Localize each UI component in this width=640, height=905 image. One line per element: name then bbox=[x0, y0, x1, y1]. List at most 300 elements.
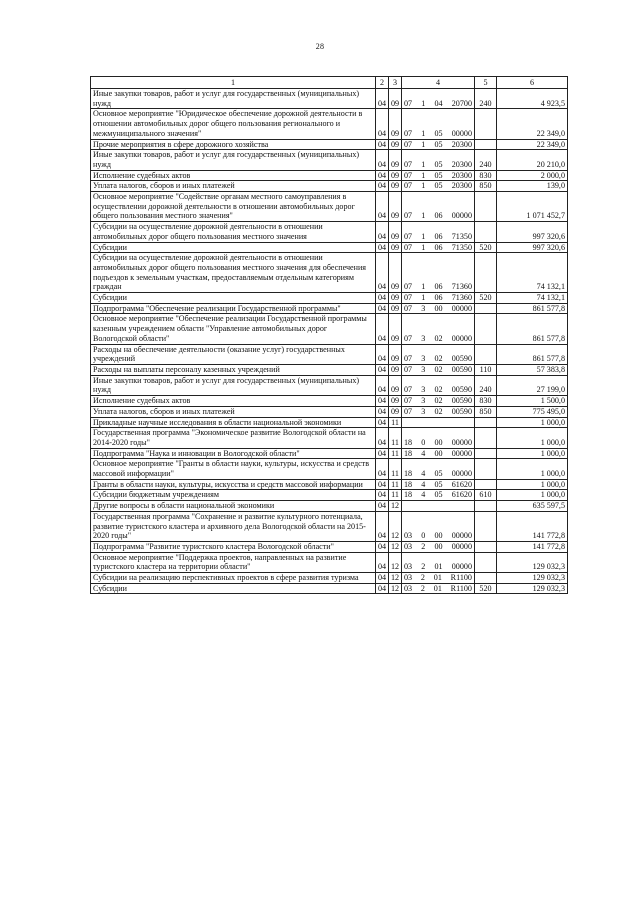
code-part: 00000 bbox=[451, 303, 472, 313]
code-part: 1 bbox=[421, 139, 426, 149]
row-expense-type bbox=[475, 501, 497, 512]
code-part: 05 bbox=[434, 490, 443, 500]
target-article-code bbox=[404, 542, 472, 552]
row-target-article bbox=[402, 428, 475, 448]
row-name: Иные закупки товаров, работ и услуг для государственных (муниципальных) нужд bbox=[91, 150, 376, 170]
row-subsection: 12 bbox=[389, 583, 402, 594]
target-article-code bbox=[404, 282, 472, 292]
row-expense-type: 520 bbox=[475, 242, 497, 253]
row-name: Основное мероприятие "Гранты в области науки, культуры, искусства и средств массовой информации" bbox=[91, 459, 376, 479]
row-expense-type bbox=[475, 303, 497, 314]
row-expense-type: 110 bbox=[475, 364, 497, 375]
row-expense-type bbox=[475, 428, 497, 448]
target-article-code bbox=[404, 99, 472, 109]
row-target-article bbox=[402, 344, 475, 364]
row-section: 04 bbox=[376, 303, 389, 314]
target-article-code bbox=[404, 160, 472, 170]
target-article-code bbox=[404, 490, 472, 500]
row-target-article bbox=[402, 170, 475, 181]
target-article-code bbox=[404, 129, 472, 139]
row-name: Расходы на выплаты персоналу казенных учреждений bbox=[91, 364, 376, 375]
row-amount: 139,0 bbox=[497, 181, 568, 192]
code-part: 1 bbox=[421, 181, 426, 191]
target-article-code bbox=[404, 438, 472, 448]
row-amount: 129 032,3 bbox=[497, 583, 568, 594]
code-part: 06 bbox=[434, 282, 443, 292]
target-article-code bbox=[404, 584, 472, 594]
row-subsection: 09 bbox=[389, 364, 402, 375]
target-article-code bbox=[404, 211, 472, 221]
row-expense-type bbox=[475, 448, 497, 459]
row-name: Субсидии бюджетным учреждениям bbox=[91, 490, 376, 501]
code-part: 07 bbox=[404, 385, 413, 395]
row-name: Государственная программа "Экономическое развитие Вологодской области на 2014-2020 годы" bbox=[91, 428, 376, 448]
row-section: 04 bbox=[376, 375, 389, 395]
row-expense-type: 850 bbox=[475, 406, 497, 417]
row-target-article bbox=[402, 303, 475, 314]
table-row bbox=[91, 181, 568, 192]
table-row bbox=[91, 428, 568, 448]
code-part: 07 bbox=[404, 98, 413, 108]
code-part: 00 bbox=[434, 437, 443, 447]
row-subsection: 12 bbox=[389, 501, 402, 512]
target-article-code bbox=[404, 573, 472, 583]
row-subsection: 09 bbox=[389, 314, 402, 344]
row-target-article bbox=[402, 583, 475, 594]
code-part: 05 bbox=[434, 159, 443, 169]
code-part: 20300 bbox=[451, 159, 472, 169]
row-amount: 635 597,5 bbox=[497, 501, 568, 512]
row-subsection: 12 bbox=[389, 573, 402, 584]
row-target-article bbox=[402, 552, 475, 572]
code-part: 4 bbox=[421, 469, 426, 479]
target-article-code bbox=[404, 232, 472, 242]
row-name: Подпрограмма "Развитие туристского кластера Вологодской области" bbox=[91, 541, 376, 552]
row-section: 04 bbox=[376, 490, 389, 501]
row-section: 04 bbox=[376, 150, 389, 170]
row-name: Подпрограмма "Наука и инновации в Вологодской области" bbox=[91, 448, 376, 459]
row-subsection: 09 bbox=[389, 222, 402, 242]
row-subsection: 09 bbox=[389, 303, 402, 314]
code-part: 3 bbox=[421, 333, 426, 343]
code-part: 01 bbox=[433, 583, 442, 593]
row-amount: 22 349,0 bbox=[497, 109, 568, 139]
row-amount: 1 000,0 bbox=[497, 479, 568, 490]
table-row bbox=[91, 375, 568, 395]
row-amount: 1 000,0 bbox=[497, 490, 568, 501]
row-expense-type bbox=[475, 552, 497, 572]
row-name: Субсидии bbox=[91, 583, 376, 594]
code-part: 00 bbox=[434, 531, 443, 541]
row-target-article bbox=[402, 541, 475, 552]
code-part: 4 bbox=[421, 479, 426, 489]
row-name: Субсидии на реализацию перспективных проектов в сфере развития туризма bbox=[91, 573, 376, 584]
code-part: 03 bbox=[404, 573, 413, 583]
code-part: 00000 bbox=[451, 562, 472, 572]
code-part: 07 bbox=[404, 406, 413, 416]
code-part: 07 bbox=[404, 396, 413, 406]
code-part: 1 bbox=[421, 170, 426, 180]
row-expense-type bbox=[475, 511, 497, 541]
row-amount: 861 577,8 bbox=[497, 344, 568, 364]
row-name: Субсидии bbox=[91, 293, 376, 304]
code-part: 71360 bbox=[451, 293, 472, 303]
table-row bbox=[91, 479, 568, 490]
code-part: 00 bbox=[434, 448, 443, 458]
row-section: 04 bbox=[376, 181, 389, 192]
code-part: 3 bbox=[421, 406, 426, 416]
table-row bbox=[91, 192, 568, 222]
page-number: 28 bbox=[315, 42, 325, 51]
row-target-article bbox=[402, 364, 475, 375]
target-article-code bbox=[404, 407, 472, 417]
row-name: Расходы на обеспечение деятельности (оказание услуг) государственных учреждений bbox=[91, 344, 376, 364]
code-part: 00000 bbox=[451, 469, 472, 479]
row-section: 04 bbox=[376, 314, 389, 344]
row-target-article bbox=[402, 406, 475, 417]
code-part: 1 bbox=[421, 282, 426, 292]
code-part: 07 bbox=[404, 303, 413, 313]
target-article-code bbox=[404, 469, 472, 479]
code-part: 00000 bbox=[451, 437, 472, 447]
code-part: 02 bbox=[434, 364, 443, 374]
row-amount: 1 071 452,7 bbox=[497, 192, 568, 222]
row-subsection: 09 bbox=[389, 293, 402, 304]
row-subsection: 12 bbox=[389, 511, 402, 541]
code-part: 2 bbox=[421, 541, 426, 551]
code-part: 00000 bbox=[451, 211, 472, 221]
table-row bbox=[91, 303, 568, 314]
code-part: 18 bbox=[404, 469, 413, 479]
row-amount: 1 000,0 bbox=[497, 417, 568, 428]
code-part: 00590 bbox=[451, 354, 472, 364]
row-name: Государственная программа "Сохранение и развитие культурного потенциала, развитие туристского кластера и архивного дела Вологодской области на 2015-2020 годы" bbox=[91, 511, 376, 541]
row-subsection: 11 bbox=[389, 417, 402, 428]
row-name: Субсидии на осуществление дорожной деятельности в отношении автомобильных дорог общего пользования местного значения для обеспечения подъездов к земельным участкам, предоставляемым отдельным категориям граждан bbox=[91, 253, 376, 293]
code-part: 03 bbox=[404, 583, 413, 593]
row-section: 04 bbox=[376, 552, 389, 572]
code-part: 1 bbox=[421, 293, 426, 303]
table-row bbox=[91, 253, 568, 293]
code-part: 07 bbox=[404, 128, 413, 138]
row-target-article bbox=[402, 490, 475, 501]
header-col-5: 5 bbox=[475, 77, 497, 89]
row-name: Основное мероприятие "Юридическое обеспечение дорожной деятельности в отношении автомобильных дорог общего пользования регионального и межмуниципального значения" bbox=[91, 109, 376, 139]
row-name: Иные закупки товаров, работ и услуг для государственных (муниципальных) нужд bbox=[91, 89, 376, 109]
code-part: 05 bbox=[434, 170, 443, 180]
row-name: Гранты в области науки, культуры, искусства и средств массовой информации bbox=[91, 479, 376, 490]
row-amount: 861 577,8 bbox=[497, 303, 568, 314]
code-part: 05 bbox=[434, 139, 443, 149]
table-row bbox=[91, 573, 568, 584]
target-article-code bbox=[404, 396, 472, 406]
row-amount: 1 000,0 bbox=[497, 448, 568, 459]
row-expense-type: 240 bbox=[475, 150, 497, 170]
row-section: 04 bbox=[376, 501, 389, 512]
table-row bbox=[91, 511, 568, 541]
target-article-code bbox=[404, 293, 472, 303]
row-target-article bbox=[402, 293, 475, 304]
code-part: 07 bbox=[404, 139, 413, 149]
code-part: 1 bbox=[421, 98, 426, 108]
code-part: 4 bbox=[421, 490, 426, 500]
code-part: 06 bbox=[434, 231, 443, 241]
code-part: 20300 bbox=[451, 139, 472, 149]
row-target-article bbox=[402, 375, 475, 395]
table-row bbox=[91, 314, 568, 344]
header-col-4: 4 bbox=[402, 77, 475, 89]
row-target-article bbox=[402, 396, 475, 407]
code-part: 00000 bbox=[451, 531, 472, 541]
row-expense-type bbox=[475, 479, 497, 490]
row-amount: 22 349,0 bbox=[497, 139, 568, 150]
header-col-2: 2 bbox=[376, 77, 389, 89]
code-part: 07 bbox=[404, 159, 413, 169]
row-subsection: 12 bbox=[389, 552, 402, 572]
row-section: 04 bbox=[376, 417, 389, 428]
code-part: 1 bbox=[421, 128, 426, 138]
row-subsection: 09 bbox=[389, 192, 402, 222]
row-section: 04 bbox=[376, 396, 389, 407]
row-subsection: 11 bbox=[389, 459, 402, 479]
code-part: 02 bbox=[434, 396, 443, 406]
code-part: 07 bbox=[404, 354, 413, 364]
code-part: 00590 bbox=[451, 406, 472, 416]
row-amount: 74 132,1 bbox=[497, 253, 568, 293]
row-name: Субсидии bbox=[91, 242, 376, 253]
row-section: 04 bbox=[376, 192, 389, 222]
code-part: 00 bbox=[434, 541, 443, 551]
code-part: 61620 bbox=[451, 479, 472, 489]
table-row bbox=[91, 150, 568, 170]
row-amount: 57 383,8 bbox=[497, 364, 568, 375]
row-name: Основное мероприятие "Поддержка проектов, направленных на развитие туристского кластера на территории области" bbox=[91, 552, 376, 572]
row-target-article bbox=[402, 139, 475, 150]
table-row bbox=[91, 396, 568, 407]
table-header-row bbox=[91, 77, 568, 89]
code-part: 01 bbox=[434, 562, 443, 572]
row-amount: 20 210,0 bbox=[497, 150, 568, 170]
table-row bbox=[91, 242, 568, 253]
row-section: 04 bbox=[376, 293, 389, 304]
code-part: 3 bbox=[421, 396, 426, 406]
row-section: 04 bbox=[376, 583, 389, 594]
row-expense-type bbox=[475, 417, 497, 428]
row-expense-type: 520 bbox=[475, 293, 497, 304]
row-subsection: 09 bbox=[389, 139, 402, 150]
row-section: 04 bbox=[376, 242, 389, 253]
row-section: 04 bbox=[376, 428, 389, 448]
table-row bbox=[91, 552, 568, 572]
row-name: Исполнение судебных актов bbox=[91, 170, 376, 181]
row-amount: 775 495,0 bbox=[497, 406, 568, 417]
code-part: 20300 bbox=[451, 170, 472, 180]
row-expense-type: 520 bbox=[475, 583, 497, 594]
row-subsection: 09 bbox=[389, 396, 402, 407]
code-part: 07 bbox=[404, 282, 413, 292]
row-subsection: 09 bbox=[389, 170, 402, 181]
code-part: 3 bbox=[421, 385, 426, 395]
row-target-article bbox=[402, 181, 475, 192]
table-row bbox=[91, 344, 568, 364]
table-row bbox=[91, 222, 568, 242]
row-target-article bbox=[402, 150, 475, 170]
code-part: 00590 bbox=[451, 364, 472, 374]
row-target-article bbox=[402, 89, 475, 109]
row-amount: 4 923,5 bbox=[497, 89, 568, 109]
row-expense-type: 830 bbox=[475, 170, 497, 181]
code-part: 1 bbox=[421, 211, 426, 221]
code-part: 2 bbox=[420, 573, 425, 583]
row-section: 04 bbox=[376, 89, 389, 109]
row-expense-type bbox=[475, 541, 497, 552]
code-part: 03 bbox=[404, 541, 413, 551]
code-part: 00590 bbox=[451, 385, 472, 395]
row-amount: 74 132,1 bbox=[497, 293, 568, 304]
target-article-code bbox=[404, 140, 472, 150]
row-amount: 997 320,6 bbox=[497, 242, 568, 253]
target-article-code bbox=[404, 334, 472, 344]
row-expense-type bbox=[475, 139, 497, 150]
row-section: 04 bbox=[376, 511, 389, 541]
row-name: Субсидии на осуществление дорожной деятельности в отношении автомобильных дорог общего пользования местного значения bbox=[91, 222, 376, 242]
row-amount: 141 772,8 bbox=[497, 511, 568, 541]
code-part: 01 bbox=[433, 573, 442, 583]
row-section: 04 bbox=[376, 448, 389, 459]
row-subsection: 09 bbox=[389, 406, 402, 417]
row-target-article bbox=[402, 448, 475, 459]
row-subsection: 09 bbox=[389, 253, 402, 293]
row-name: Исполнение судебных актов bbox=[91, 396, 376, 407]
budget-table bbox=[90, 76, 568, 594]
code-part: 3 bbox=[421, 354, 426, 364]
code-part: 06 bbox=[434, 211, 443, 221]
code-part: 05 bbox=[434, 181, 443, 191]
table-row bbox=[91, 448, 568, 459]
code-part: 00000 bbox=[451, 333, 472, 343]
code-part: 3 bbox=[421, 303, 426, 313]
target-article-code bbox=[404, 304, 472, 314]
table-row bbox=[91, 139, 568, 150]
row-amount: 141 772,8 bbox=[497, 541, 568, 552]
table-row bbox=[91, 583, 568, 594]
row-amount: 1 000,0 bbox=[497, 428, 568, 448]
table-row bbox=[91, 109, 568, 139]
target-article-code bbox=[404, 171, 472, 181]
code-part: 0 bbox=[421, 531, 426, 541]
row-target-article bbox=[402, 222, 475, 242]
row-name: Другие вопросы в области национальной экономики bbox=[91, 501, 376, 512]
table-body bbox=[91, 89, 568, 594]
code-part: R1100 bbox=[450, 573, 472, 583]
row-subsection: 11 bbox=[389, 448, 402, 459]
code-part: 20700 bbox=[451, 98, 472, 108]
row-amount: 27 199,0 bbox=[497, 375, 568, 395]
row-section: 04 bbox=[376, 222, 389, 242]
table-row bbox=[91, 170, 568, 181]
code-part: 07 bbox=[404, 211, 413, 221]
table-row bbox=[91, 541, 568, 552]
row-subsection: 11 bbox=[389, 479, 402, 490]
target-article-code bbox=[404, 385, 472, 395]
row-amount: 129 032,3 bbox=[497, 573, 568, 584]
code-part: 07 bbox=[404, 181, 413, 191]
row-expense-type bbox=[475, 344, 497, 364]
row-subsection: 09 bbox=[389, 150, 402, 170]
row-name: Основное мероприятие "Содействие органам местного самоуправления в осуществлении дорожной деятельности в отношении автомобильных дорог общего пользования местного значения" bbox=[91, 192, 376, 222]
target-article-code bbox=[404, 562, 472, 572]
code-part: 06 bbox=[434, 293, 443, 303]
target-article-code bbox=[404, 449, 472, 459]
row-amount: 129 032,3 bbox=[497, 552, 568, 572]
row-target-article bbox=[402, 573, 475, 584]
row-section: 04 bbox=[376, 170, 389, 181]
row-expense-type bbox=[475, 314, 497, 344]
code-part: 18 bbox=[404, 437, 413, 447]
table-row bbox=[91, 417, 568, 428]
row-name: Основное мероприятие "Обеспечение реализации Государственной программы казенным учреждением области "Управление автомобильных дорог Вологодской области" bbox=[91, 314, 376, 344]
code-part: 07 bbox=[404, 242, 413, 252]
code-part: 07 bbox=[404, 170, 413, 180]
target-article-code bbox=[404, 365, 472, 375]
target-article-code bbox=[404, 354, 472, 364]
code-part: 2 bbox=[421, 562, 426, 572]
table-row bbox=[91, 501, 568, 512]
code-part: 1 bbox=[421, 159, 426, 169]
code-part: 00590 bbox=[451, 396, 472, 406]
row-target-article bbox=[402, 314, 475, 344]
row-section: 04 bbox=[376, 253, 389, 293]
code-part: 00000 bbox=[451, 128, 472, 138]
code-part: 07 bbox=[404, 364, 413, 374]
table-row bbox=[91, 364, 568, 375]
row-expense-type: 830 bbox=[475, 396, 497, 407]
code-part: 3 bbox=[421, 364, 426, 374]
row-subsection: 12 bbox=[389, 541, 402, 552]
row-expense-type: 240 bbox=[475, 89, 497, 109]
code-part: 1 bbox=[421, 231, 426, 241]
row-expense-type bbox=[475, 573, 497, 584]
header-col-3: 3 bbox=[389, 77, 402, 89]
row-name: Уплата налогов, сборов и иных платежей bbox=[91, 181, 376, 192]
row-expense-type bbox=[475, 109, 497, 139]
row-amount: 861 577,8 bbox=[497, 314, 568, 344]
row-target-article bbox=[402, 459, 475, 479]
code-part: 04 bbox=[434, 98, 443, 108]
row-subsection: 09 bbox=[389, 344, 402, 364]
code-part: 05 bbox=[434, 469, 443, 479]
row-section: 04 bbox=[376, 344, 389, 364]
row-target-article bbox=[402, 417, 475, 428]
row-subsection: 09 bbox=[389, 109, 402, 139]
target-article-code bbox=[404, 531, 472, 541]
row-subsection: 09 bbox=[389, 89, 402, 109]
code-part: 00 bbox=[434, 303, 443, 313]
code-part: 71350 bbox=[451, 231, 472, 241]
row-section: 04 bbox=[376, 479, 389, 490]
code-part: 61620 bbox=[451, 490, 472, 500]
code-part: R1100 bbox=[450, 583, 472, 593]
code-part: 18 bbox=[404, 448, 413, 458]
row-expense-type: 610 bbox=[475, 490, 497, 501]
row-section: 04 bbox=[376, 573, 389, 584]
code-part: 71350 bbox=[451, 242, 472, 252]
target-article-code bbox=[404, 480, 472, 490]
code-part: 03 bbox=[404, 562, 413, 572]
row-subsection: 09 bbox=[389, 375, 402, 395]
row-section: 04 bbox=[376, 364, 389, 375]
code-part: 00000 bbox=[451, 541, 472, 551]
